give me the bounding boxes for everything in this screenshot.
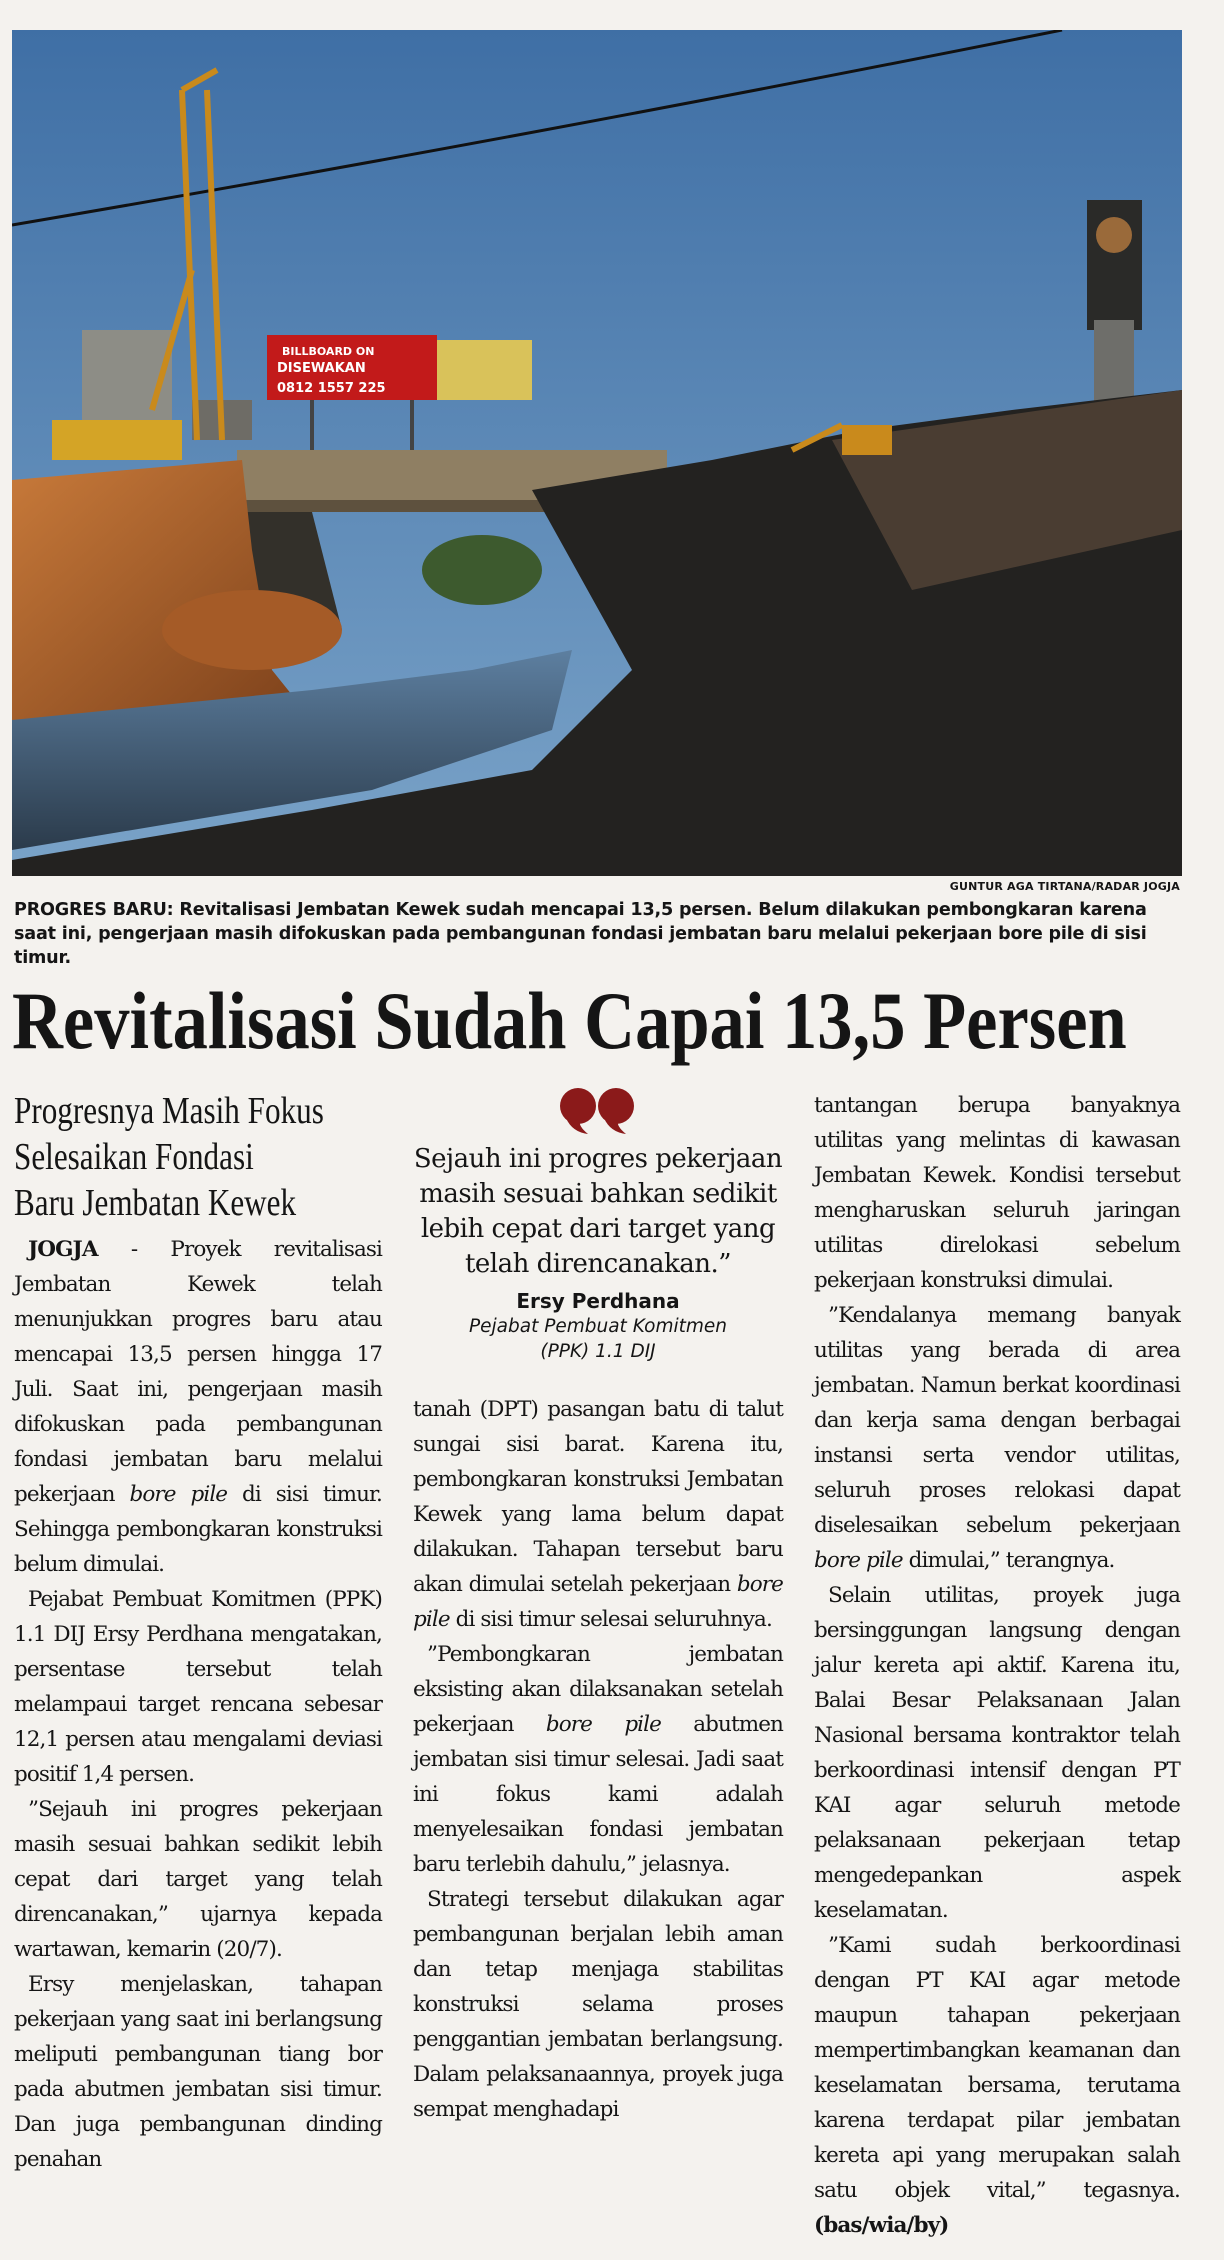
role-line: (PPK) 1.1 DIJ xyxy=(540,1341,656,1362)
italic-term: bore pile xyxy=(413,1572,783,1632)
svg-text:BILLBOARD ON: BILLBOARD ON xyxy=(282,345,375,358)
pull-quote-text: Sejauh ini progres pekerjaan masih sesuai bahkan sedikit lebih cepat dari target yang telah direncanakan.” xyxy=(413,1144,783,1279)
column-1 xyxy=(14,1088,382,2177)
article-photo xyxy=(12,30,1182,876)
photo-caption xyxy=(14,898,1186,970)
column-2-body xyxy=(413,1392,783,2127)
author-signature: (bas/wia/by) xyxy=(814,2213,949,2238)
text-run: ”Kendalanya memang banyak utilitas yang berada di area jembatan. Namun berkat koordinasi dan kerja sama dengan berbagai instansi serta vendor utilitas, seluruh proses relokasi dapat diselesaikan sebelum pekerjaan xyxy=(814,1303,1180,1538)
monument-tower xyxy=(1087,200,1142,410)
italic-term: bore pile xyxy=(545,1712,661,1737)
photo-credit: GUNTUR AGA TIRTANA/RADAR JOGJA xyxy=(949,880,1180,893)
article-headline: Revitalisasi Sudah Capai 13,5 Persen xyxy=(12,975,1127,1066)
paragraph xyxy=(814,1928,1180,2243)
text-run: ”Kami sudah berkoordinasi dengan PT KAI agar metode maupun tahapan pekerjaan mempertimbangkan keamanan dan keselamatan bersama, terutama karena terdapat pilar jembatan kereta api yang merupakan salah satu objek vital,” tegasnya. xyxy=(814,1933,1180,2203)
paragraph: Strategi tersebut dilakukan agar pembangunan berjalan lebih aman dan tetap menjaga stabilitas konstruksi selama proses penggantian jembatan berlangsung. Dalam pelaksanaannya, proyek juga sempat menghadapi xyxy=(413,1887,783,2122)
article-subhead xyxy=(14,1088,383,1226)
paragraph: tantangan berupa banyaknya utilitas yang melintas di kawasan Jembatan Kewek. Kondisi tersebut mengharuskan seluruh jaringan utilitas direlokasi sebelum pekerjaan konstruksi dimulai. xyxy=(814,1093,1180,1293)
paragraph: Pejabat Pembuat Komitmen (PPK) 1.1 DIJ Ersy Perdhana mengatakan, persentase tersebut telah melampaui target rencana sebesar 12,1 persen atau mengalami deviasi positif 1,4 persen. xyxy=(14,1587,382,1787)
column-2 xyxy=(413,1088,783,2127)
subhead-line: Baru Jembatan Kewek xyxy=(14,1182,297,1224)
subhead-line: Progresnya Masih Fokus xyxy=(14,1090,324,1132)
text-run: di sisi timur. Sehingga pembongkaran konstruksi belum dimulai. xyxy=(14,1482,382,1577)
text-run: ”Pembongkaran jembatan eksisting akan dilaksanakan setelah pekerjaan xyxy=(413,1642,783,1737)
pull-quote xyxy=(413,1086,783,1364)
role-line: Pejabat Pembuat Komitmen xyxy=(468,1316,728,1337)
paragraph: Ersy menjelaskan, tahapan pekerjaan yang saat ini berlangsung meliputi pembangunan tiang bor pada abutmen jembatan sisi timur. Dan juga pembangunan dinding penahan xyxy=(14,1972,382,2172)
caption-lead: PROGRES BARU: xyxy=(14,900,174,920)
text-run: tanah (DPT) pasangan batu di talut sungai sisi barat. Karena itu, pembongkaran konstruksi Jembatan Kewek yang lama belum dapat dilakukan. Tahapan tersebut baru akan dimulai setelah pekerjaan xyxy=(413,1397,783,1597)
construction-site-photo xyxy=(12,30,1182,876)
svg-text:DISEWAKAN: DISEWAKAN xyxy=(277,361,366,376)
dateline: JOGJA xyxy=(28,1237,98,1262)
italic-term: bore pile xyxy=(129,1482,228,1507)
paragraph: Selain utilitas, proyek juga bersinggungan langsung dengan jalur kereta api aktif. Karena itu, Balai Besar Pelaksanaan Jalan Nasional bersama kontraktor telah berkoordinasi intensif dengan PT KAI agar seluruh metode pelaksanaan pekerjaan tetap mengedepankan aspek keselamatan. xyxy=(814,1583,1180,1923)
paragraph xyxy=(413,1392,783,1637)
pull-quote-role xyxy=(413,1314,783,1364)
svg-text:0812 1557 225: 0812 1557 225 xyxy=(277,381,386,396)
paragraph xyxy=(814,1298,1180,1578)
caption-text-2: saat ini, pengerjaan masih difokuskan pada pembangunan fondasi jembatan baru melalui pekerjaan bore pile di sisi timur. xyxy=(14,924,1147,968)
paragraph xyxy=(14,1232,382,1582)
text-run: abutmen jembatan sisi timur selesai. Jadi saat ini fokus kami adalah menyelesaikan fondasi jembatan baru terlebih dahulu,” jelasnya. xyxy=(413,1712,783,1877)
paragraph: ”Sejauh ini progres pekerjaan masih sesuai bahkan sedikit lebih cepat dari target yang telah direncanakan,” ujarnya kepada wartawan, kemarin (20/7). xyxy=(14,1797,382,1962)
subhead-line: Selesaikan Fondasi xyxy=(14,1136,254,1178)
text-run: dimulai,” terangnya. xyxy=(902,1548,1115,1573)
pull-quote-name: Ersy Perdhana xyxy=(516,1289,680,1313)
caption-text-1: Revitalisasi Jembatan Kewek sudah mencapai 13,5 persen. Belum dilakukan pembongkaran karena xyxy=(173,900,1147,920)
quote-mark-icon xyxy=(558,1086,638,1136)
column-3 xyxy=(814,1088,1180,2243)
paragraph xyxy=(413,1637,783,1882)
text-run: di sisi timur selesai seluruhnya. xyxy=(449,1607,772,1632)
italic-term: bore pile xyxy=(814,1548,903,1573)
text-run: - Proyek revitalisasi Jembatan Kewek telah menunjukkan progres baru atau mencapai 13,5 persen hingga 17 Juli. Saat ini, pengerjaan masih difokuskan pada pembangunan fondasi jembatan baru melalui pekerjaan xyxy=(14,1237,382,1507)
